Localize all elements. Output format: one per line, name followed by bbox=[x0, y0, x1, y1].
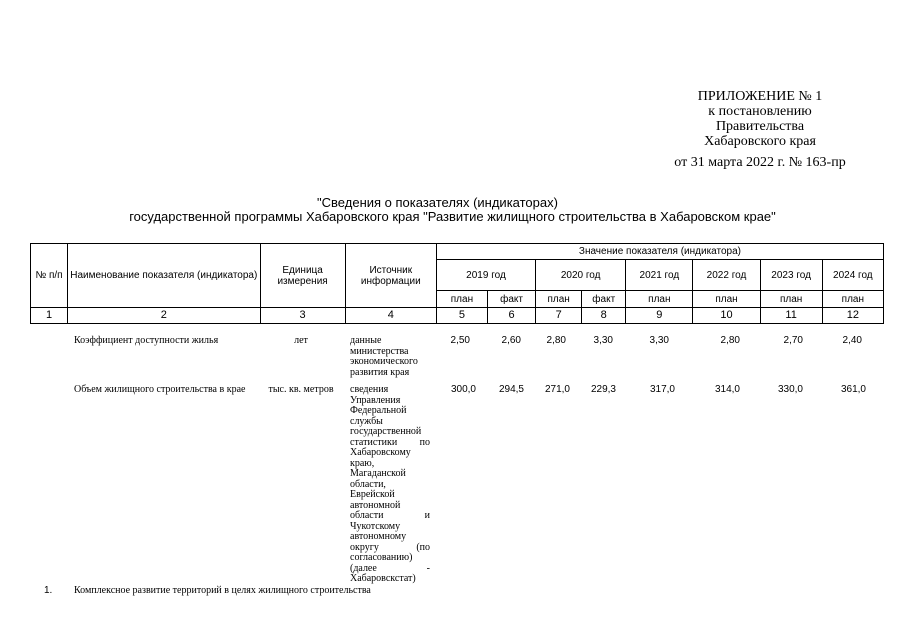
column-number: 11 bbox=[760, 308, 822, 324]
row-unit: тыс. кв. метров bbox=[268, 384, 334, 395]
header-plan: план bbox=[693, 291, 760, 308]
column-number: 4 bbox=[345, 308, 436, 324]
row-value: 2,60 bbox=[501, 335, 521, 346]
column-number: 1 bbox=[31, 308, 68, 324]
row-value: 2,70 bbox=[783, 335, 803, 346]
row-value: 317,0 bbox=[649, 384, 675, 395]
column-number: 2 bbox=[68, 308, 260, 324]
appendix-block bbox=[600, 89, 905, 170]
column-number: 8 bbox=[582, 308, 626, 324]
header-year-2021: 2021 год bbox=[626, 260, 693, 291]
header-plan: план bbox=[760, 291, 822, 308]
row-value: 2,80 bbox=[546, 335, 566, 346]
section-heading bbox=[0, 585, 905, 599]
document-title-line-1: "Сведения о показателях (индикаторах) bbox=[317, 195, 558, 210]
header-plan: план bbox=[436, 291, 487, 308]
column-number: 7 bbox=[536, 308, 582, 324]
row-name: Коэффициент доступности жилья bbox=[74, 335, 219, 346]
header-name: Наименование показателя (индикатора) bbox=[68, 244, 260, 308]
section-title: Комплексное развитие территорий в целях жилищного строительства bbox=[74, 585, 371, 596]
header-plan: план bbox=[822, 291, 883, 308]
header-unit: Единица измерения bbox=[260, 244, 345, 308]
row-value: 330,0 bbox=[777, 384, 803, 395]
table-row bbox=[0, 384, 905, 584]
row-value: 294,5 bbox=[498, 384, 524, 395]
header-year-2020: 2020 год bbox=[536, 260, 626, 291]
header-value-group: Значение показателя (индикатора) bbox=[436, 244, 883, 260]
row-value: 3,30 bbox=[649, 335, 669, 346]
document-title bbox=[0, 196, 905, 224]
row-value: 3,30 bbox=[593, 335, 613, 346]
header-year-2022: 2022 год bbox=[693, 260, 760, 291]
row-value: 300,0 bbox=[450, 384, 476, 395]
appendix-line-2: Правительства bbox=[715, 119, 805, 134]
appendix-line-1: к постановлению bbox=[708, 104, 812, 119]
header-fact: факт bbox=[488, 291, 536, 308]
column-number: 10 bbox=[693, 308, 760, 324]
row-value: 271,0 bbox=[544, 384, 570, 395]
header-year-2024: 2024 год bbox=[822, 260, 883, 291]
row-source: сведения Управления Федеральной службы государственной статистики по Хабаровскому краю, Магаданской области, Еврейской автономной области и Чукотскому автономному округу (по согласованию) (далее - Хабаровскстат) bbox=[350, 384, 430, 584]
indicators-table-header bbox=[30, 243, 884, 324]
row-value: 229,3 bbox=[590, 384, 616, 395]
row-value: 2,50 bbox=[450, 335, 470, 346]
header-fact: факт bbox=[582, 291, 626, 308]
row-value: 2,40 bbox=[842, 335, 862, 346]
row-value: 361,0 bbox=[840, 384, 866, 395]
header-num: № п/п bbox=[31, 244, 68, 308]
column-number: 9 bbox=[626, 308, 693, 324]
table-row bbox=[0, 336, 905, 381]
column-number: 12 bbox=[822, 308, 883, 324]
column-number: 5 bbox=[436, 308, 487, 324]
row-value: 314,0 bbox=[714, 384, 740, 395]
appendix-title: ПРИЛОЖЕНИЕ № 1 bbox=[697, 89, 823, 104]
header-year-2019: 2019 год bbox=[436, 260, 535, 291]
header-plan: план bbox=[626, 291, 693, 308]
section-number: 1. bbox=[44, 585, 53, 596]
appendix-date: от 31 марта 2022 г. № 163-пр bbox=[674, 155, 846, 170]
header-year-2023: 2023 год bbox=[760, 260, 822, 291]
header-source: Источник информации bbox=[345, 244, 436, 308]
column-number: 3 bbox=[260, 308, 345, 324]
appendix-line-3: Хабаровского края bbox=[704, 134, 816, 149]
row-name: Объем жилищного строительства в крае bbox=[74, 384, 246, 395]
row-unit: лет bbox=[294, 335, 308, 346]
row-source: данные министерства экономического развития края bbox=[350, 335, 418, 378]
row-value: 2,80 bbox=[720, 335, 740, 346]
header-plan: план bbox=[536, 291, 582, 308]
column-number: 6 bbox=[488, 308, 536, 324]
document-title-line-2: государственной программы Хабаровского края "Развитие жилищного строительства в Хабаровском крае" bbox=[129, 209, 776, 224]
